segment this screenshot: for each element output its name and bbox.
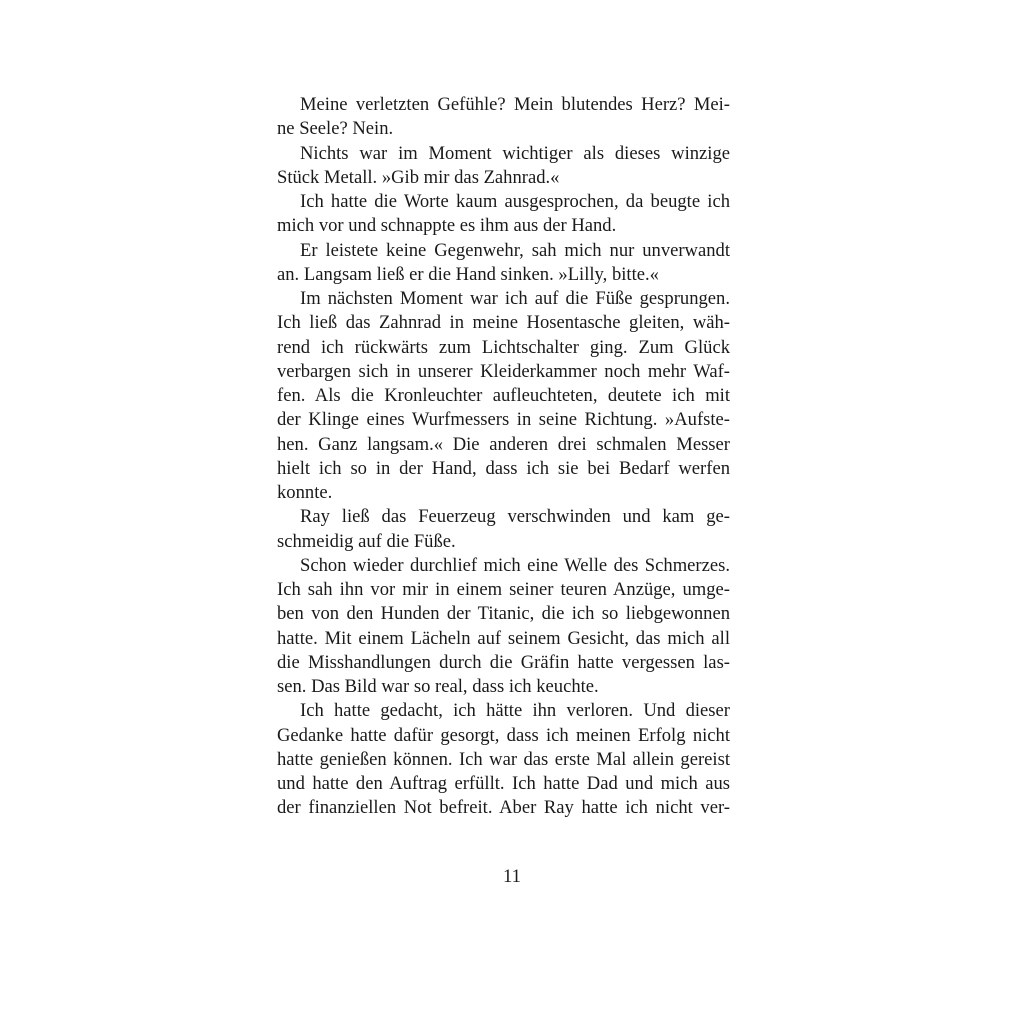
text-line: verbargen sich in unserer Kleiderkammer noch mehr Waf- [277,360,730,382]
text-line: hatte. Mit einem Lächeln auf seinem Gesicht, das mich all [277,627,730,649]
paragraph [277,287,730,505]
text-line: der Klinge eines Wurfmessers in seine Richtung. »Aufste- [277,409,730,431]
text-line: hielt ich so in der Hand, dass ich sie bei Bedarf werfen [277,457,730,479]
text-line: Ich sah ihn vor mir in einem seiner teuren Anzüge, umge- [277,579,730,600]
body-text [277,93,730,821]
text-line: und hatte den Auftrag erfüllt. Ich hatte Dad und mich aus [277,773,730,794]
paragraph [277,505,730,554]
text-line: Schon wieder durchlief mich eine Welle des Schmerzes. [300,554,730,576]
text-line: Ray ließ das Feuerzeug verschwinden und kam ge- [300,506,730,528]
text-line: Ich hatte die Worte kaum ausgesprochen, da beugte ich [300,191,730,212]
text-line: ben von den Hunden der Titanic, die ich so liebgewonnen [277,603,730,625]
paragraph [277,190,730,239]
text-line: Ich hatte gedacht, ich hätte ihn verloren. Und dieser [300,700,730,722]
text-line: Gedanke hatte dafür gesorgt, dass ich meinen Erfolg nicht [277,724,730,746]
paragraph [277,93,730,142]
text-line: die Misshandlungen durch die Gräfin hatte vergessen las- [277,651,730,673]
paragraph [277,239,730,288]
text-line: Stück Metall. »Gib mir das Zahnrad.« [277,166,560,188]
text-line: fen. Als die Kronleuchter aufleuchteten, deutete ich mit [277,385,730,406]
page-number: 11 [503,866,521,887]
text-line: an. Langsam ließ er die Hand sinken. »Lilly, bitte.« [277,263,659,285]
paragraph [277,699,730,820]
text-line: mich vor und schnappte es ihm aus der Hand. [277,215,617,237]
text-line: rend ich rückwärts zum Lichtschalter ging. Zum Glück [277,336,730,358]
text-line: Er leistete keine Gegenwehr, sah mich nur unverwandt [300,239,730,261]
text-line: schmeidig auf die Füße. [277,530,456,552]
text-line: Im nächsten Moment war ich auf die Füße gesprungen. [300,288,730,309]
text-line: Meine verletzten Gefühle? Mein blutendes Herz? Mei- [300,94,730,115]
text-line: Ich ließ das Zahnrad in meine Hosentasche gleiten, wäh- [277,312,730,334]
text-line: sen. Das Bild war so real, dass ich keuchte. [277,676,599,697]
text-line: der finanziellen Not befreit. Aber Ray hatte ich nicht ver- [277,797,730,819]
paragraph [277,554,730,700]
paragraph [277,142,730,191]
text-line: ne Seele? Nein. [277,118,394,140]
text-line: hen. Ganz langsam.« Die anderen drei schmalen Messer [277,433,730,455]
text-line: konnte. [277,482,333,503]
text-line: Nichts war im Moment wichtiger als dieses winzige [300,142,730,164]
text-line: hatte genießen können. Ich war das erste Mal allein gereist [277,748,730,770]
